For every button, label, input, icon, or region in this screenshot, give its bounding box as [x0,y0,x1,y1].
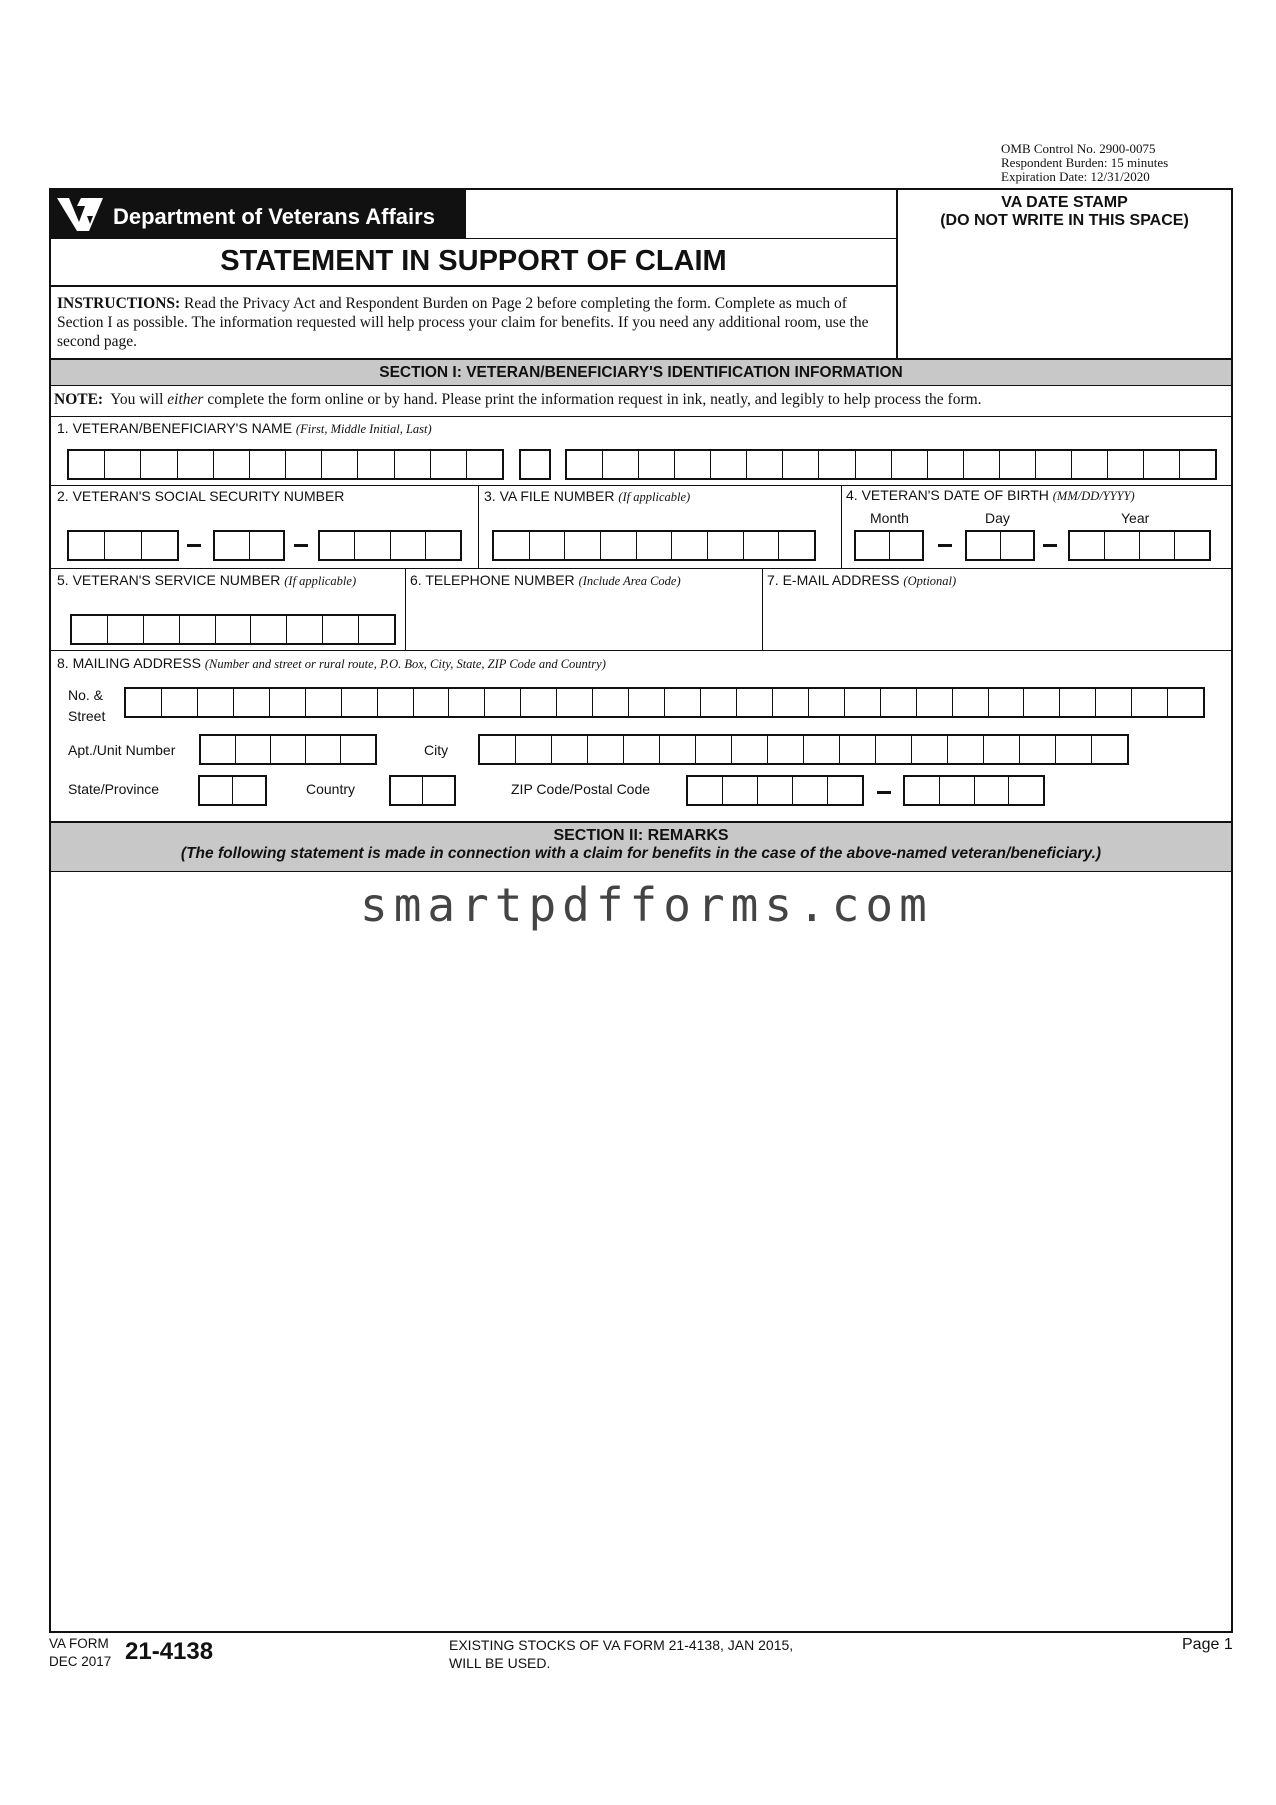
character-cell[interactable] [449,689,485,716]
character-cell[interactable] [624,736,660,763]
character-cell[interactable] [1009,777,1043,804]
city-boxes[interactable] [478,734,1129,765]
character-cell[interactable] [1105,532,1140,559]
service-number-boxes[interactable] [70,614,396,645]
character-cell[interactable] [856,532,890,559]
character-cell[interactable] [342,689,378,716]
character-cell[interactable] [688,777,723,804]
character-cell[interactable] [480,736,516,763]
character-cell[interactable] [323,616,359,643]
country-label: Country [306,781,356,797]
stamp-title [898,194,1231,230]
name-label-text: 1. VETERAN/BENEFICIARY'S NAME [57,420,296,436]
character-cell[interactable] [516,736,552,763]
country-boxes[interactable] [389,775,456,806]
name-hint: (First, Middle Initial, Last) [295,422,432,436]
character-cell[interactable] [881,689,917,716]
character-cell[interactable] [1140,532,1175,559]
zip-dash [877,791,891,794]
character-cell[interactable] [306,736,341,763]
character-cell[interactable] [105,451,141,478]
character-cell[interactable] [940,777,975,804]
watermark: smartpdfforms.com [360,878,933,932]
ssn-label: 2. VETERAN'S SOCIAL SECURITY NUMBER [57,488,345,504]
character-cell[interactable] [637,532,673,559]
character-cell[interactable] [494,532,530,559]
character-cell[interactable] [467,451,502,478]
character-cell[interactable] [557,689,593,716]
dob-year-boxes[interactable] [1068,530,1211,561]
dob-label [846,487,1135,504]
character-cell[interactable] [967,532,1001,559]
character-cell[interactable] [1180,451,1215,478]
section-2-header [51,821,1231,872]
phone-hint: (Include Area Code) [578,574,681,588]
character-cell[interactable] [1132,689,1168,716]
character-cell[interactable] [431,451,467,478]
character-cell[interactable] [126,689,162,716]
respondent-burden: Respondent Burden: 15 minutes [1001,155,1169,170]
section-1-title: SECTION I: VETERAN/BENEFICIARY'S IDENTIFICATION INFORMATION [379,364,903,381]
character-cell[interactable] [737,689,773,716]
character-cell[interactable] [1001,532,1034,559]
ssn-part-1[interactable] [67,530,179,561]
character-cell[interactable] [975,777,1010,804]
ssn-part-2[interactable] [213,530,285,561]
instructions [57,294,887,351]
character-cell[interactable] [984,736,1020,763]
character-cell[interactable] [989,689,1025,716]
dob-day-label: Day [985,510,1010,526]
character-cell[interactable] [672,532,708,559]
dob-dash-2 [1043,544,1057,547]
apt-unit-boxes[interactable] [199,734,377,765]
character-cell[interactable] [271,736,306,763]
va-file-number-boxes[interactable] [492,530,816,561]
character-cell[interactable] [912,736,948,763]
dob-label-text: 4. VETERAN'S DATE OF BIRTH [846,487,1053,503]
character-cell[interactable] [306,689,342,716]
character-cell[interactable] [320,532,355,559]
street-label-line-1: No. & [68,687,104,703]
file-hint: (If applicable) [618,490,691,504]
stamp-line-2: (DO NOT WRITE IN THIS SPACE) [940,212,1189,229]
section-2-subtitle: (The following statement is made in connection with a claim for benefits in the case of the above-named veteran/beneficiary.) [180,845,1102,862]
character-cell[interactable] [828,777,862,804]
dob-day-boxes[interactable] [965,530,1035,561]
ssn-dash-2 [294,544,308,547]
character-cell[interactable] [359,616,394,643]
character-cell[interactable] [200,777,233,804]
phone-label [410,572,681,589]
character-cell[interactable] [391,532,426,559]
character-cell[interactable] [521,689,557,716]
character-cell[interactable] [768,736,804,763]
form-title: STATEMENT IN SUPPORT OF CLAIM [220,245,727,277]
zip-label: ZIP Code/Postal Code [511,781,651,797]
zip-boxes[interactable] [686,775,864,806]
character-cell[interactable] [809,689,845,716]
character-cell[interactable] [892,451,928,478]
character-cell[interactable] [234,689,270,716]
file-label [484,488,690,505]
character-cell[interactable] [804,736,840,763]
character-cell[interactable] [1144,451,1180,478]
character-cell[interactable] [391,777,423,804]
character-cell[interactable] [1072,451,1108,478]
character-cell[interactable] [552,736,588,763]
character-cell[interactable] [414,689,450,716]
character-cell[interactable] [708,532,744,559]
character-cell[interactable] [876,736,912,763]
character-cell[interactable] [233,777,265,804]
character-cell[interactable] [701,689,737,716]
footer-page: Page 1 [1182,1636,1233,1653]
character-cell[interactable] [250,532,284,559]
divider-file-dob [841,485,842,568]
character-cell[interactable] [251,616,287,643]
character-cell[interactable] [890,532,923,559]
note-emphasis: either [167,391,204,408]
character-cell[interactable] [840,736,876,763]
city-label: City [424,742,449,758]
character-cell[interactable] [696,736,732,763]
character-cell[interactable] [783,451,819,478]
character-cell[interactable] [105,532,141,559]
character-cell[interactable] [69,532,105,559]
note-rule [51,416,1231,417]
instructions-text: Read the Privacy Act and Respondent Burden on Page 2 before completing the form. Complete as much of Section I as possible. The information requested will help process your claim for benefits. If you need any additional room, use the second page. [57,295,869,350]
title-rule [51,285,896,287]
character-cell[interactable] [603,451,639,478]
header-rule [466,238,896,239]
service-label [57,572,356,589]
first-name-boxes[interactable] [67,449,504,480]
omb-info [1001,142,1168,184]
note-label: NOTE: [54,391,104,408]
character-cell[interactable] [593,689,629,716]
agency-header [51,190,466,239]
footer-form-number: 21-4138 [125,1638,214,1665]
section-2-title: SECTION II: REMARKS [553,827,729,844]
character-cell[interactable] [665,689,701,716]
character-cell[interactable] [72,616,108,643]
footer-form-id [49,1635,111,1671]
ssn-dash-1 [187,544,201,547]
character-cell[interactable] [948,736,984,763]
middle-initial-box[interactable] [519,449,551,480]
character-cell[interactable] [565,532,601,559]
row-1-rule [51,485,1231,486]
character-cell[interactable] [723,777,758,804]
character-cell[interactable] [1020,736,1056,763]
dob-dash-1 [938,544,952,547]
character-cell[interactable] [819,451,855,478]
footer-stocks-line-2: WILL BE USED. [449,1655,551,1671]
character-cell[interactable] [639,451,675,478]
character-cell[interactable] [270,689,306,716]
email-label [767,572,956,589]
state-label: State/Province [68,781,160,797]
character-cell[interactable] [378,689,414,716]
address-label-text: 8. MAILING ADDRESS [57,655,205,671]
address-label [57,655,606,672]
character-cell[interactable] [215,532,250,559]
character-cell[interactable] [1024,689,1060,716]
character-cell[interactable] [201,736,236,763]
zip-extension-boxes[interactable] [903,775,1045,806]
section-1-header [51,358,1231,386]
email-input[interactable] [763,595,1229,649]
last-name-boxes[interactable] [565,449,1217,480]
remarks-textarea[interactable] [51,872,1231,1631]
character-cell[interactable] [355,532,390,559]
apt-label: Apt./Unit Number [68,742,176,758]
character-cell[interactable] [1168,689,1203,716]
character-cell[interactable] [1000,451,1036,478]
note [54,391,982,409]
character-cell[interactable] [567,451,603,478]
character-cell[interactable] [322,451,358,478]
footer-date: DEC 2017 [49,1654,112,1669]
character-cell[interactable] [423,777,454,804]
state-boxes[interactable] [198,775,267,806]
character-cell[interactable] [758,777,793,804]
instructions-label: INSTRUCTIONS: [57,295,181,312]
stamp-line-1: VA DATE STAMP [1001,194,1128,211]
expiration-date: Expiration Date: 12/31/2020 [1001,169,1150,184]
character-cell[interactable] [69,451,105,478]
character-cell[interactable] [773,689,809,716]
character-cell[interactable] [711,451,747,478]
character-cell[interactable] [845,689,881,716]
character-cell[interactable] [928,451,964,478]
character-cell[interactable] [793,777,828,804]
character-cell[interactable] [1096,689,1132,716]
character-cell[interactable] [1060,689,1096,716]
character-cell[interactable] [141,451,177,478]
character-cell[interactable] [588,736,624,763]
character-cell[interactable] [521,451,549,478]
character-cell[interactable] [779,532,814,559]
dob-year-label: Year [1121,510,1150,526]
character-cell[interactable] [660,736,696,763]
character-cell[interactable] [178,451,214,478]
character-cell[interactable] [162,689,198,716]
character-cell[interactable] [485,689,521,716]
character-cell[interactable] [1070,532,1105,559]
character-cell[interactable] [142,532,177,559]
email-label-text: 7. E-MAIL ADDRESS [767,572,904,588]
character-cell[interactable] [1175,532,1209,559]
street-boxes[interactable] [124,687,1205,718]
character-cell[interactable] [1092,736,1127,763]
character-cell[interactable] [1108,451,1144,478]
character-cell[interactable] [250,451,286,478]
character-cell[interactable] [358,451,394,478]
divider-ssn-file [478,485,479,568]
character-cell[interactable] [953,689,989,716]
character-cell[interactable] [747,451,783,478]
character-cell[interactable] [732,736,768,763]
character-cell[interactable] [180,616,216,643]
street-label [68,685,105,727]
character-cell[interactable] [108,616,144,643]
note-post: complete the form online or by hand. Please print the information request in ink, neatly, and legibly to help process the form. [203,391,982,408]
character-cell[interactable] [905,777,940,804]
character-cell[interactable] [601,532,637,559]
agency-name: Department of Veterans Affairs [113,204,435,229]
name-label [57,420,432,437]
character-cell[interactable] [395,451,431,478]
character-cell[interactable] [214,451,250,478]
address-hint: (Number and street or rural route, P.O. Box, City, State, ZIP Code and Country) [204,657,606,671]
character-cell[interactable] [530,532,566,559]
dob-month-boxes[interactable] [854,530,924,561]
character-cell[interactable] [964,451,1000,478]
footer-stocks [449,1636,793,1672]
service-hint: (If applicable) [284,574,357,588]
note-pre: You will [103,391,168,408]
footer-form-label: VA FORM [49,1636,109,1651]
character-cell[interactable] [216,616,252,643]
character-cell[interactable] [286,451,322,478]
phone-label-text: 6. TELEPHONE NUMBER [410,572,579,588]
character-cell[interactable] [629,689,665,716]
character-cell[interactable] [917,689,953,716]
character-cell[interactable] [236,736,271,763]
character-cell[interactable] [744,532,780,559]
character-cell[interactable] [144,616,180,643]
character-cell[interactable] [287,616,323,643]
row-3-rule [51,650,1231,651]
service-label-text: 5. VETERAN'S SERVICE NUMBER [57,572,285,588]
dob-hint: (MM/DD/YYYY) [1052,489,1135,503]
row-2-rule [51,568,1231,569]
dob-month-label: Month [870,510,909,526]
email-hint: (Optional) [903,574,957,588]
footer-stocks-line-1: EXISTING STOCKS OF VA FORM 21-4138, JAN 2015, [449,1637,794,1653]
telephone-input[interactable] [406,595,761,649]
character-cell[interactable] [341,736,375,763]
va-logo-icon [55,194,105,235]
character-cell[interactable] [1036,451,1072,478]
character-cell[interactable] [856,451,892,478]
street-label-line-2: Street [68,708,106,724]
character-cell[interactable] [675,451,711,478]
character-cell[interactable] [1056,736,1092,763]
character-cell[interactable] [198,689,234,716]
omb-control-number: OMB Control No. 2900-0075 [1001,141,1156,156]
ssn-part-3[interactable] [318,530,462,561]
file-label-text: 3. VA FILE NUMBER [484,488,619,504]
character-cell[interactable] [426,532,460,559]
